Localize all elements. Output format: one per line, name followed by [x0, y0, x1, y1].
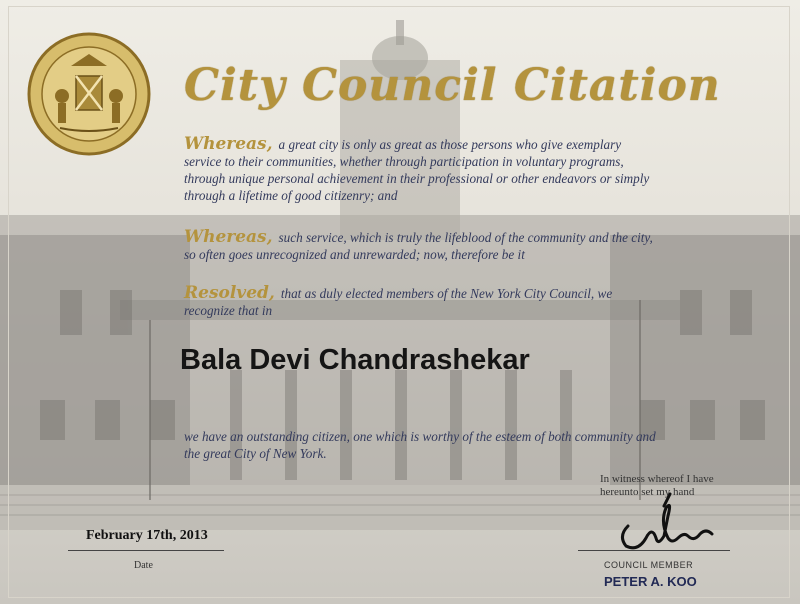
citation-title: City Council Citation	[184, 60, 721, 111]
witness-text: In witness whereof I have hereunto set my hand	[600, 473, 714, 498]
paragraph-text: that as duly elected members of the New York City Council, we recognize that in	[184, 286, 613, 318]
paragraph-lead: Resolved,	[184, 283, 275, 303]
honoree-name: Bala Devi Chandrashekar	[180, 344, 530, 376]
whereas-paragraph-2	[184, 229, 656, 263]
whereas-paragraph-1	[184, 136, 656, 204]
resolved-paragraph	[184, 285, 656, 319]
paragraph-lead: Whereas,	[184, 227, 273, 247]
paragraph-lead: Whereas,	[184, 134, 273, 154]
date-value: February 17th, 2013	[86, 528, 208, 543]
paragraph-text: such service, which is truly the lifeblood of the community and the city, so often goes unrecognized and unrewarded; now, therefore be it	[184, 230, 653, 262]
closing-paragraph: we have an outstanding citizen, one which is worthy of the esteem of both community and the great City of New York.	[184, 429, 656, 461]
date-label: Date	[134, 560, 153, 571]
date-signature-line	[68, 550, 224, 551]
signer-name: PETER A. KOO	[604, 574, 697, 589]
paragraph-text: a great city is only as great as those persons who give exemplary service to their communities, whether through participation in voluntary programs, through unique personal achievement in their professional or other endeavors or simply through a lifetime of good citizenry; and	[184, 137, 650, 203]
city-seal-icon	[26, 24, 152, 164]
signer-signature-line	[578, 550, 730, 551]
signature-icon	[608, 488, 728, 558]
signer-title: COUNCIL MEMBER	[604, 560, 694, 570]
